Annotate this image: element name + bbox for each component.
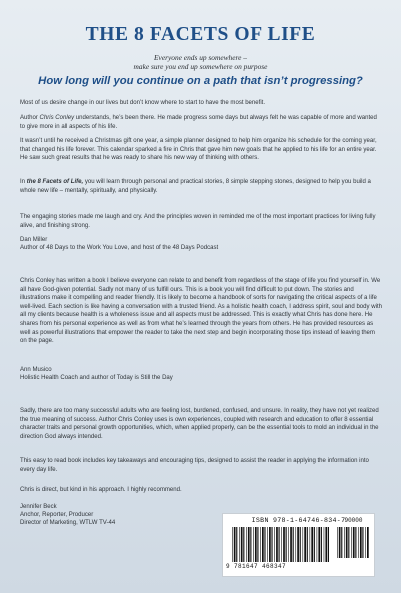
barcode-stripe	[286, 527, 287, 562]
barcode-stripe	[348, 527, 349, 558]
barcode-stripe	[250, 527, 251, 562]
barcode-stripe	[241, 527, 243, 562]
headline-question: How long will you continue on a path that isn’t progressing?	[38, 75, 363, 87]
barcode-stripe	[297, 527, 299, 562]
author-name: Chris Conley	[39, 115, 75, 121]
price-addon-number: 90000	[344, 517, 363, 524]
barcode-stripe	[365, 527, 366, 558]
barcode-stripe	[255, 527, 257, 562]
barcode-stripe	[267, 527, 268, 562]
intro-p4-end: you will learn through personal and practical stories, 8 simple stepping stones, designed to help you build a whole new life – mentally, spiritually, and physically.	[20, 179, 371, 194]
barcode-digits: 9 781647 468347	[226, 563, 287, 570]
intro-p2-start: Author	[20, 115, 40, 121]
endorsement-3-role: Anchor, Reporter, Producer	[20, 512, 94, 518]
barcode-stripe	[246, 527, 247, 562]
barcode-stripe	[317, 527, 318, 562]
barcode-bars	[232, 527, 330, 562]
endorsement-2-name: Ann Musico	[20, 367, 52, 373]
tagline-line-1: Everyone ends up somewhere –	[154, 53, 247, 62]
intro-paragraph-2	[20, 114, 382, 131]
barcode-stripe	[257, 527, 258, 562]
barcode-stripe	[290, 527, 292, 562]
barcode-stripe	[262, 527, 264, 562]
barcode-stripe	[324, 527, 325, 562]
endorsement-3-text: Sadly, there are too many successful adults who are feeling lost, burdened, confused, and unsure. In reality, they have not yet realized the true meaning of success. Author Chris Conley uses is own experiences, coupled with research and education to offer 8 essential character traits and personal growth opportunities, which, when applied properly, can be the essential tools to mold an individual in the direction God always intended.	[20, 408, 379, 440]
intro-p2-end: understands, he’s been there. He made progress some days but always felt he was capable of more and wanted to give more in all aspects of his life.	[20, 115, 377, 130]
intro-p4-start: In	[20, 179, 27, 185]
isbn-barcode	[222, 513, 375, 577]
barcode-stripe	[341, 527, 342, 558]
barcode-stripe	[303, 527, 304, 562]
barcode-stripe	[321, 527, 322, 562]
endorsement-1-role: Author of 48 Days to the Work You Love, and host of the 48 Days Podcast	[20, 245, 219, 251]
barcode-stripe	[288, 527, 289, 562]
endorsement-3-text-3: Chris is direct, but kind in his approach. I highly recommend.	[20, 487, 182, 493]
barcode-stripe	[260, 527, 261, 562]
barcode-stripe	[314, 527, 315, 562]
barcode-stripe	[300, 527, 301, 562]
barcode-stripe	[358, 527, 359, 558]
barcode-stripe	[248, 527, 250, 562]
barcode-stripe	[295, 527, 296, 562]
barcode-stripe	[264, 527, 265, 562]
barcode-stripe	[339, 527, 341, 558]
barcode-stripe	[253, 527, 254, 562]
endorsement-1-name: Dan Miller	[20, 237, 48, 243]
tagline-line-2: make sure you end up somewhere on purpose	[133, 62, 268, 71]
barcode-stripe	[307, 527, 308, 562]
endorsement-3-text-2: This easy to read book includes key takeaways and encouraging tips, designed to assist the reader in applying the information into every day life.	[20, 458, 369, 473]
intro-paragraph-3: It wasn’t until he received a Christmas gift one year, a simple planner designed to help him organize his schedule for the coming year, that changed his life forever. This calendar sparked a fire in Chris that gave him new goals that he applied to his life for an entire year. He saw such great results that he was ready to share his new way of thinking with others.	[20, 138, 377, 162]
barcode-stripe	[271, 527, 272, 562]
barcode-stripe	[232, 527, 233, 562]
barcode-stripe	[269, 527, 271, 562]
endorsement-1-text: The engaging stories made me laugh and cry. And the principles woven in reminded me of the most important practices for living fully alive, and finishing strong.	[20, 214, 376, 229]
barcode-stripe	[355, 527, 356, 558]
endorsement-2-text: Chris Conley has written a book I believe everyone can relate to and benefit from regardless of the stage of life you find yourself in. We all have God-given potential. Sadly not many of us fulfill ours. This is a book you will find difficult to put down. The stories and illustrations make it compelling and reader friendly. It is likely to become a handbook of sorts for navigating the critical aspects of a life well-lived. Each section is like having a conversation with a trusted friend. As a holistic health coach, I address spirit, soul and body with all my clients because health is a wholeness issue and all aspects must be addressed. This is exactly what Chris has done here. He shares from his personal experience as well as from what he’s learned through the years from others. He has provided resources as well as powerful illustrations that empower the reader to take the next step and begin incorporating those tips instead of leaving them on the page.	[20, 278, 382, 345]
addon-barcode-bars	[337, 527, 370, 558]
barcode-stripe	[351, 527, 352, 558]
endorsement-3-role-2: Director of Marketing, WTLW TV-44	[20, 520, 116, 526]
barcode-stripe	[344, 527, 345, 558]
endorsement-3-name: Jennifer Beck	[20, 504, 57, 510]
barcode-stripe	[337, 527, 338, 558]
barcode-stripe	[318, 527, 320, 562]
barcode-stripe	[325, 527, 327, 562]
barcode-stripe	[281, 527, 282, 562]
barcode-stripe	[279, 527, 280, 562]
barcode-stripe	[360, 527, 362, 558]
intro-paragraph-1: Most of us desire change in our lives but don’t know where to start to have the most benefit.	[20, 100, 266, 106]
barcode-stripe	[239, 527, 240, 562]
barcode-stripe	[328, 527, 329, 562]
barcode-stripe	[276, 527, 278, 562]
barcode-stripe	[234, 527, 236, 562]
barcode-stripe	[283, 527, 285, 562]
endorsement-2-role: Holistic Health Coach and author of Today is Still the Day	[20, 375, 173, 381]
barcode-stripe	[346, 527, 348, 558]
barcode-stripe	[243, 527, 244, 562]
barcode-stripe	[362, 527, 363, 558]
barcode-stripe	[304, 527, 306, 562]
barcode-stripe	[293, 527, 294, 562]
barcode-stripe	[311, 527, 313, 562]
barcode-stripe	[353, 527, 355, 558]
book-title-mention: the 8 Facets of Life,	[26, 179, 84, 185]
isbn-number: ISBN 978-1-64746-834-7	[251, 517, 346, 524]
barcode-stripe	[274, 527, 275, 562]
barcode-stripe	[367, 527, 369, 558]
barcode-stripe	[310, 527, 311, 562]
book-title: THE 8 FACETS OF LIFE	[85, 24, 316, 45]
intro-paragraph-4	[20, 178, 382, 195]
barcode-stripe	[236, 527, 237, 562]
